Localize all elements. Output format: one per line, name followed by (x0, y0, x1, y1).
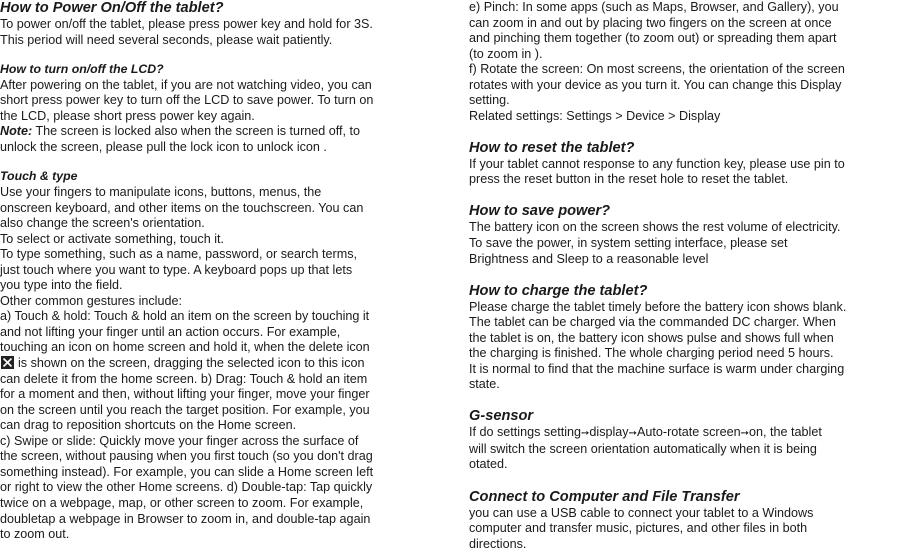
charge-heading: How to charge the tablet? (469, 282, 648, 299)
arrow-right-icon: ➙ (628, 428, 637, 440)
arrow-right-icon: ➙ (581, 428, 590, 440)
touch-heading: Touch & type (0, 169, 78, 184)
delete-icon (1, 356, 14, 369)
lcd-body: After powering on the tablet, if you are not watching video, you can short press power key to turn off the LCD to save power. To turn on the LCD, please short press power key again. (0, 77, 374, 123)
left-column (0, 0, 430, 543)
connect-body: you can use a USB cable to connect your tablet to a Windows computer and transfer music, pictures, and other files in both directions. (469, 505, 814, 551)
pinch-body: e) Pinch: In some apps (such as Maps, Browser, and Gallery), you can zoom in and out by placing two fingers on the screen at once and pinching them together (to zoom out) or spreading them apart (to zoom in ). f) Rotate the screen: On most screens, the orientation of the screen rotates with your device as you turn it. You can change this Display setting. Related settings: Settings > Device > Display (469, 0, 845, 123)
gsensor-body (469, 425, 900, 473)
gsensor-text-2: display (589, 425, 629, 440)
power-heading: How to Power On/Off the tablet? (0, 0, 224, 16)
note-body: The screen is locked also when the screen is turned off, to unlock the screen, please pull the lock icon to unlock icon . (0, 124, 361, 154)
charge-body: Please charge the tablet timely before the battery icon shows blank. The tablet can be charged via the commanded DC charger. When the tablet is on, the battery icon shows pulse and shows full when the charging is finished. The whole charging period need 5 hours. It is normal to find that the machine surface is warm under charging state. (469, 299, 847, 392)
reset-body: If your tablet cannot response to any function key, please use pin to press the reset button in the reset hole to reset the tablet. (469, 156, 845, 187)
touch-body-continued (0, 356, 430, 543)
connect-heading: Connect to Computer and File Transfer (469, 488, 740, 505)
note-label: Note: (0, 124, 33, 139)
note-paragraph (0, 124, 430, 155)
gsensor-text-1: If do settings setting (469, 425, 582, 440)
gsensor-heading: G-sensor (469, 408, 534, 425)
power-body: To power on/off the tablet, please press power key and hold for 3S. This period will need several seconds, please wait patiently. (0, 17, 373, 47)
touch-body: Use your fingers to manipulate icons, buttons, menus, the onscreen keyboard, and other items on the touchscreen. You can also change the screen's orientation. To select or activate something, touch it. To type something, such as a name, password, or search terms, just touch where you want to type. A keyboard pops up that lets you type into the field. Other common gestures include: a) Touch & hold: Touch & hold an item on the screen by touching it and not lifting your finger until an action occurs. For example, touching an icon on home screen and hold it, when the delete icon (0, 185, 370, 355)
save-body: The battery icon on the screen shows the rest volume of electricity. To save the power, in system setting interface, please set Brightness and Sleep to a reasonable level (469, 220, 841, 266)
touch-body-after-icon: is shown on the screen, dragging the selected icon to this icon can delete it from the home screen. b) Drag: Touch & hold an item for a moment and then, without lifting your finger, move your finger on the screen until you reach the target position. For example, you can drag to reposition shortcuts on the Home screen. c) Swipe or slide: Quickly move your finger across the surface of the screen, without pausing when you first touch (so you don't drag something instead). For example, you can slide a Home screen left or right to view the other Home screens. d) Double-tap: Tap quickly twice on a webpage, map, or other screen to zoom. For example, doubletap a webpage in Browser to zoom in, and double-tap again to zoom out. (0, 356, 374, 542)
arrow-right-icon: ➙ (740, 428, 749, 440)
save-heading: How to save power? (469, 203, 611, 220)
right-column (469, 0, 900, 552)
lcd-heading: How to turn on/off the LCD? (0, 62, 164, 77)
reset-heading: How to reset the tablet? (469, 139, 635, 156)
gsensor-text-4: on, the tablet will switch the screen orientation automatically when it is being otated. (469, 425, 822, 472)
gsensor-text-3: Auto-rotate screen (637, 425, 741, 440)
